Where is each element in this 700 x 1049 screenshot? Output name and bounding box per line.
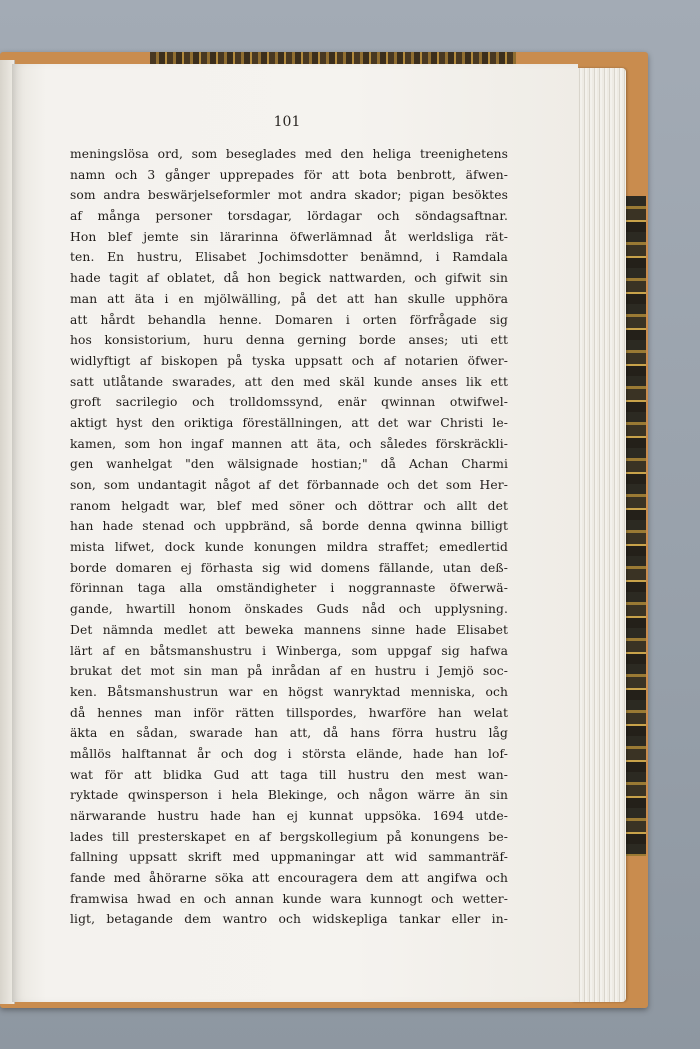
text-line: son, som undantagit något af det förbannade och det som Her- — [70, 478, 508, 492]
text-line: brukat det mot sin man på inrådan af en hustru i Jemjö soc- — [70, 664, 508, 679]
page-number: 101 — [273, 114, 301, 130]
text-line: ryktade qwinsperson i hela Blekinge, och någon wärre än sin — [70, 788, 508, 803]
marbled-cover-edge-right — [624, 196, 646, 856]
cover-corner — [624, 856, 646, 1006]
text-line: groft sacrilegio och trolldomssynd, enär qwinnan otwifwel- — [70, 395, 508, 410]
text-line: wat för att blidka Gud att taga till hustru den mest wan- — [70, 767, 508, 782]
text-line: lades till presterskapet en af bergskollegium på konungens be- — [70, 829, 508, 844]
text-line: gande, hwartill honom önskades Guds nåd och upplysning. — [70, 602, 508, 617]
page-stack-edge — [572, 68, 626, 1002]
body-text — [70, 144, 508, 930]
text-line: mista lifwet, dock kunde konungen mildra straffet; emedlertid — [70, 540, 508, 555]
text-line: hos konsistorium, huru denna gerning borde anses; uti ett — [70, 333, 508, 348]
text-line: borde domaren ej förhasta sig wid domens fällande, utan deß- — [70, 560, 508, 575]
text-line: förinnan taga alla omständigheter i noggrannaste öfwerwä- — [70, 581, 508, 596]
text-line: närwarande hustru hade han ej kunnat uppsöka. 1694 utde- — [70, 809, 508, 823]
text-line: ten. En hustru, Elisabet Jochimsdotter benämnd, i Ramdala — [70, 250, 508, 265]
text-line: som andra beswärjelseformler mot andra skador; pigan besöktes — [70, 188, 508, 203]
text-line: hade tagit af oblatet, då hon begick nattwarden, och gifwit sin — [70, 271, 508, 286]
text-line: lärt af en båtsmanshustru i Winberga, som uppgaf sig hafwa — [70, 643, 508, 658]
text-line: Det nämnda medlet att beweka mannens sinne hade Elisabet — [70, 622, 508, 637]
text-line: fallning uppsatt skrift med uppmaningar att wid sammanträf- — [70, 850, 508, 865]
text-line: aktigt hyst den oriktiga föreställningen, att det war Christi le- — [70, 415, 508, 430]
text-line: fande med åhörarne söka att encouragera dem att angifwa och — [70, 871, 508, 886]
text-line: att hårdt behandla henne. Domaren i orten förfrågade sig — [70, 312, 508, 327]
text-line: meningslösa ord, som beseglades med den heliga treenighetens — [70, 147, 508, 161]
text-line: kamen, som hon ingaf mannen att äta, och således förskräckli- — [70, 436, 508, 451]
text-line: äkta en sådan, swarade han att, då hans förra hustru låg — [70, 726, 508, 741]
text-line: mållös halftannat år och dog i största elände, hade han lof- — [70, 746, 508, 761]
text-line: ranom helgadt war, blef med söner och döttrar och allt det — [70, 498, 508, 513]
text-line: gen wanhelgat "den wälsignade hostian;" då Achan Charmi — [70, 457, 508, 472]
text-line: han hade stenad och uppbränd, så borde denna qwinna billigt — [70, 519, 508, 534]
book-page — [12, 64, 578, 1002]
text-line: namn och 3 gånger upprepades för att bota benbrott, äfwen- — [70, 167, 508, 182]
text-line: satt utlåtande swarades, att den med skäl kunde anses lik ett — [70, 374, 508, 389]
text-line: af många personer torsdagar, lördagar och söndagsaftnar. — [70, 209, 508, 224]
text-line: widlyftigt af biskopen på tyska uppsatt och af notarien öfwer- — [70, 353, 508, 368]
text-line: framwisa hwad en och annan kunde wara kunnogt och wetter- — [70, 891, 508, 906]
text-line: ligt, betagande dem wantro och widskepliga tankar eller in- — [70, 912, 508, 927]
text-line: Hon blef jemte sin lärarinna öfwerlämnad åt werldsliga rät- — [70, 229, 508, 244]
text-line: då hennes man inför rätten tillspordes, hwarföre han welat — [70, 705, 508, 720]
text-line: man att äta i en mjölwälling, på det att han skulle upphöra — [70, 291, 508, 306]
text-line: ken. Båtsmanshustrun war en högst wanryktad menniska, och — [70, 684, 508, 699]
